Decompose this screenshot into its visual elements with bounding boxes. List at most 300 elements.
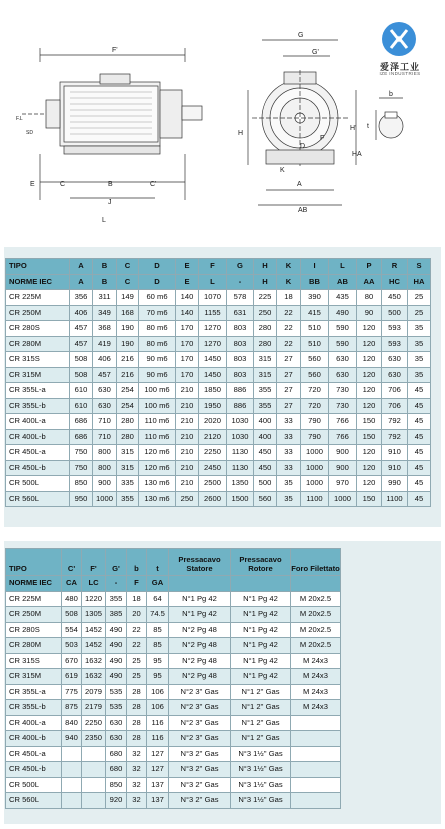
table-cell: CR 250M: [6, 305, 70, 321]
table-cell: 2250: [82, 715, 106, 731]
table-cell: 850: [106, 777, 127, 793]
svg-text:G: G: [298, 32, 304, 39]
table-cell: P: [357, 259, 382, 275]
table-cell: I: [301, 259, 329, 275]
table-cell: 120: [357, 445, 382, 461]
table-cell: 1950: [199, 398, 227, 414]
table-cell: 554: [62, 622, 82, 638]
table-cell: M 24x3: [291, 653, 341, 669]
table-row: [6, 746, 341, 762]
table-cell: 33: [277, 460, 301, 476]
table-cell: 1000: [329, 491, 357, 507]
table-cell: 910: [382, 445, 408, 461]
table-row: [6, 336, 431, 352]
table-cell: 216: [117, 352, 139, 368]
table-cell: [291, 746, 341, 762]
table-cell: 790: [301, 414, 329, 430]
table-cell: H: [254, 259, 277, 275]
table-cell: 100 m6: [139, 398, 176, 414]
table-cell: N°1 2'' Gas: [231, 731, 291, 747]
table-cell: [169, 576, 231, 592]
table-cell: 315: [254, 352, 277, 368]
table-cell: 875: [62, 700, 82, 716]
table-row: [6, 700, 341, 716]
table-row: [6, 762, 341, 778]
table-cell: 578: [227, 290, 254, 306]
table-cell: CR 315S: [6, 352, 70, 368]
table-cell: 2020: [199, 414, 227, 430]
table-cell: CR 280S: [6, 321, 70, 337]
table-cell: F: [199, 259, 227, 275]
table-row: [6, 731, 341, 747]
svg-text:J: J: [108, 199, 112, 206]
table-cell: 1305: [82, 607, 106, 623]
table-cell: 970: [329, 476, 357, 492]
svg-text:F.L: F.L: [16, 116, 23, 122]
table-cell: Foro Filettato: [291, 549, 341, 576]
table-cell: [291, 576, 341, 592]
table-cell: 254: [117, 398, 139, 414]
table-cell: 127: [147, 746, 169, 762]
table-cell: 90 m6: [139, 367, 176, 383]
table-cell: CR 315S: [6, 653, 62, 669]
table-cell: D: [139, 274, 176, 290]
table-cell: 490: [106, 653, 127, 669]
table-cell: 457: [70, 336, 93, 352]
table-cell: CR 450L-a: [6, 746, 62, 762]
table-cell: 45: [408, 460, 431, 476]
table-cell: CR 400L-b: [6, 731, 62, 747]
table-cell: 311: [93, 290, 117, 306]
table-cell: 750: [70, 460, 93, 476]
table-cell: 33: [277, 429, 301, 445]
table-cell: N°1 Pg 42: [231, 638, 291, 654]
svg-text:E: E: [30, 181, 35, 188]
table-cell: 457: [70, 321, 93, 337]
table-cell: AB: [329, 274, 357, 290]
table-cell: 335: [117, 476, 139, 492]
table-cell: 25: [127, 653, 147, 669]
table-cell: N°3 1½'' Gas: [231, 777, 291, 793]
table-cell: 2079: [82, 684, 106, 700]
table-cell: [62, 777, 82, 793]
table-cell: 730: [329, 398, 357, 414]
table-cell: 686: [70, 414, 93, 430]
table-row: [6, 491, 431, 507]
table-cell: 168: [117, 305, 139, 321]
table-row: [6, 367, 431, 383]
table-cell: 1000: [301, 460, 329, 476]
table-cell: 280: [254, 321, 277, 337]
table-cell: 368: [93, 321, 117, 337]
table-cell: 355: [254, 398, 277, 414]
table-cell: 150: [357, 491, 382, 507]
table-cell: N°2 3'' Gas: [169, 684, 231, 700]
table-cell: B: [93, 274, 117, 290]
table-cell: 593: [382, 336, 408, 352]
table-subheader-row: [6, 274, 431, 290]
table-cell: N°1 2'' Gas: [231, 684, 291, 700]
table-cell: 593: [382, 321, 408, 337]
table-cell: N°1 Pg 42: [169, 607, 231, 623]
table-cell: 35: [277, 491, 301, 507]
table-cell: G': [106, 549, 127, 576]
table-cell: 450: [254, 460, 277, 476]
table-cell: 120 m6: [139, 445, 176, 461]
svg-text:HA: HA: [352, 151, 362, 158]
table-cell: 490: [329, 305, 357, 321]
table-cell: CR 500L: [6, 476, 70, 492]
table-cell: 730: [329, 383, 357, 399]
table-cell: N°3 2'' Gas: [169, 793, 231, 809]
logo-chinese-text: 爱泽工业: [379, 62, 420, 72]
table-cell: 2450: [199, 460, 227, 476]
table-row: [6, 352, 431, 368]
table-cell: 349: [93, 305, 117, 321]
table-cell: 120: [357, 321, 382, 337]
table-cell: CA: [62, 576, 82, 592]
table-cell: 120 m6: [139, 460, 176, 476]
table-cell: CR 225M: [6, 591, 62, 607]
table-cell: NORME IEC: [6, 576, 62, 592]
table-cell: TIPO: [6, 549, 62, 576]
table-cell: 18: [127, 591, 147, 607]
table-cell: 355: [117, 491, 139, 507]
table-cell: 385: [106, 607, 127, 623]
table-cell: 355: [254, 383, 277, 399]
table-row: [6, 777, 341, 793]
table-cell: 32: [127, 793, 147, 809]
table-cell: 840: [62, 715, 82, 731]
table-cell: K: [277, 259, 301, 275]
table-cell: 110 m6: [139, 429, 176, 445]
table-cell: 500: [254, 476, 277, 492]
table-cell: 560: [301, 367, 329, 383]
table-cell: 1452: [82, 622, 106, 638]
table-cell: LC: [82, 576, 106, 592]
table-cell: 70 m6: [139, 305, 176, 321]
table-row: [6, 793, 341, 809]
table-cell: 630: [382, 367, 408, 383]
table-cell: 450: [382, 290, 408, 306]
table-cell: 2600: [199, 491, 227, 507]
table-cell: N°1 Pg 42: [231, 669, 291, 685]
table-cell: 990: [382, 476, 408, 492]
table-cell: 800: [93, 460, 117, 476]
table-cell: AA: [357, 274, 382, 290]
table-cell: 28: [127, 684, 147, 700]
table-cell: L: [329, 259, 357, 275]
svg-text:G': G': [312, 49, 319, 56]
table-cell: CR 500L: [6, 777, 62, 793]
table-cell: 710: [93, 414, 117, 430]
table-cell: 130 m6: [139, 491, 176, 507]
table-cell: 355: [106, 591, 127, 607]
table-cell: 1100: [382, 491, 408, 507]
table-cell: 766: [329, 429, 357, 445]
table-cell: 27: [277, 352, 301, 368]
table-cell: 116: [147, 731, 169, 747]
table-cell: 720: [301, 383, 329, 399]
table-cell: CR 400L-a: [6, 715, 62, 731]
table-cell: 27: [277, 367, 301, 383]
table-cell: 315: [254, 367, 277, 383]
table-cell: 106: [147, 684, 169, 700]
table-cell: 120: [357, 398, 382, 414]
table-cell: 85: [147, 622, 169, 638]
table-cell: 32: [127, 762, 147, 778]
table-cell: N°2 3'' Gas: [169, 715, 231, 731]
svg-text:B: B: [108, 181, 113, 188]
logo-mark-icon: [358, 20, 440, 60]
table-cell: 2120: [199, 429, 227, 445]
table-cell: 508: [70, 352, 93, 368]
table-cell: CR 400L-b: [6, 429, 70, 445]
table-cell: 406: [93, 352, 117, 368]
table-cell: 500: [382, 305, 408, 321]
table-cell: 435: [329, 290, 357, 306]
table-cell: [62, 793, 82, 809]
table-cell: 356: [70, 290, 93, 306]
table-cell: 45: [408, 491, 431, 507]
table-cell: 45: [408, 445, 431, 461]
table-cell: 720: [301, 398, 329, 414]
table-cell: N°1 Pg 42: [231, 622, 291, 638]
table-cell: 803: [227, 336, 254, 352]
table-cell: 35: [277, 476, 301, 492]
table-cell: 750: [70, 445, 93, 461]
table-cell: 1070: [199, 290, 227, 306]
svg-text:F': F': [112, 47, 118, 54]
table-cell: CR 225M: [6, 290, 70, 306]
table-cell: M 24x3: [291, 669, 341, 685]
table-cell: 22: [277, 305, 301, 321]
table-cell: 1000: [301, 445, 329, 461]
table-row: [6, 414, 431, 430]
table-cell: 535: [106, 700, 127, 716]
table-cell: 590: [329, 336, 357, 352]
table-cell: A: [70, 274, 93, 290]
table-row: [6, 653, 341, 669]
table-row: [6, 321, 431, 337]
table-cell: -: [106, 576, 127, 592]
table-cell: -: [227, 274, 254, 290]
table-cell: F: [127, 576, 147, 592]
table-cell: 64: [147, 591, 169, 607]
table-cell: 45: [408, 414, 431, 430]
table-cell: E: [176, 274, 199, 290]
table-cell: 900: [329, 460, 357, 476]
table-cell: M 24x3: [291, 700, 341, 716]
table-cell: N°1 Pg 42: [231, 591, 291, 607]
table-cell: 940: [62, 731, 82, 747]
table-cell: 886: [227, 398, 254, 414]
table-cell: 400: [254, 429, 277, 445]
table-cell: 406: [70, 305, 93, 321]
table-cell: 503: [62, 638, 82, 654]
table-cell: [291, 762, 341, 778]
table-cell: CR 560L: [6, 793, 62, 809]
table-cell: [291, 777, 341, 793]
table-cell: 619: [62, 669, 82, 685]
table-cell: 27: [277, 383, 301, 399]
table-cell: R: [382, 259, 408, 275]
table-cell: 680: [106, 746, 127, 762]
table-cell: 1000: [93, 491, 117, 507]
table-cell: 510: [301, 336, 329, 352]
table-cell: 920: [106, 793, 127, 809]
table-cell: 120: [357, 352, 382, 368]
table-cell: [291, 793, 341, 809]
table-cell: N°3 1½'' Gas: [231, 762, 291, 778]
table-cell: M 20x2.5: [291, 638, 341, 654]
table-cell: 20: [127, 607, 147, 623]
table-header-row: [6, 549, 341, 576]
table-cell: 22: [127, 622, 147, 638]
table-cell: 803: [227, 367, 254, 383]
table-cell: K: [277, 274, 301, 290]
table-cell: 910: [382, 460, 408, 476]
table-cell: b: [127, 549, 147, 576]
table-cell: HC: [382, 274, 408, 290]
table-cell: 170: [176, 352, 199, 368]
table-cell: CR 250M: [6, 607, 62, 623]
table-cell: 1030: [227, 429, 254, 445]
table-cell: 630: [93, 398, 117, 414]
table-cell: 2500: [199, 476, 227, 492]
table-cell: 210: [176, 414, 199, 430]
table-cell: 35: [408, 367, 431, 383]
table-cell: 45: [408, 383, 431, 399]
table-cell: [291, 731, 341, 747]
table-cell: 210: [176, 429, 199, 445]
table-cell: 315: [117, 460, 139, 476]
table-cell: 22: [277, 321, 301, 337]
table-row: [6, 669, 341, 685]
svg-text:H': H': [350, 125, 357, 132]
table-cell: 80 m6: [139, 336, 176, 352]
table-cell: 140: [176, 290, 199, 306]
svg-text:C': C': [150, 181, 157, 188]
table-cell: 590: [329, 321, 357, 337]
table-cell: 27: [277, 398, 301, 414]
table-cell: N°2 3'' Gas: [169, 731, 231, 747]
table-cell: [231, 576, 291, 592]
table-cell: CR 280S: [6, 622, 62, 638]
table-row: [6, 684, 341, 700]
table-cell: 35: [408, 352, 431, 368]
table-cell: 415: [301, 305, 329, 321]
table-cell: 74.5: [147, 607, 169, 623]
table-cell: 680: [106, 762, 127, 778]
table-cell: M 20x2.5: [291, 591, 341, 607]
table-cell: 25: [408, 305, 431, 321]
table-cell: Pressacavo Statore: [169, 549, 231, 576]
table-cell: N°2 Pg 48: [169, 653, 231, 669]
table-cell: N°2 Pg 48: [169, 638, 231, 654]
table-cell: 170: [176, 321, 199, 337]
table-cell: CR 355L-a: [6, 684, 62, 700]
table-cell: [62, 746, 82, 762]
table-cell: 1850: [199, 383, 227, 399]
table-cell: 95: [147, 669, 169, 685]
table-cell: N°1 2'' Gas: [231, 700, 291, 716]
table-cell: 900: [329, 445, 357, 461]
table-cell: 210: [176, 398, 199, 414]
table-cell: F': [82, 549, 106, 576]
table-cell: N°2 Pg 48: [169, 622, 231, 638]
table-cell: 630: [106, 731, 127, 747]
table-cell: 1450: [199, 352, 227, 368]
svg-text:A: A: [297, 181, 302, 188]
table-cell: 250: [176, 491, 199, 507]
table-cell: 419: [93, 336, 117, 352]
table-cell: 149: [117, 290, 139, 306]
table-row: [6, 476, 431, 492]
table-cell: 1350: [227, 476, 254, 492]
table-cell: 225: [254, 290, 277, 306]
table-cell: CR 280M: [6, 638, 62, 654]
table-cell: CR 355L-a: [6, 383, 70, 399]
table-cell: 80: [357, 290, 382, 306]
table-cell: Pressacavo Rotore: [231, 549, 291, 576]
table-cell: 110 m6: [139, 414, 176, 430]
table-cell: N°3 2'' Gas: [169, 762, 231, 778]
table-cell: N°3 1½'' Gas: [231, 746, 291, 762]
table-cell: M 20x2.5: [291, 622, 341, 638]
table-cell: 457: [93, 367, 117, 383]
table-cell: 210: [176, 445, 199, 461]
svg-text:C: C: [60, 181, 66, 188]
table-header-row: [6, 259, 431, 275]
table-cell: 45: [408, 398, 431, 414]
table-cell: 1130: [227, 460, 254, 476]
table-cell: 1000: [301, 476, 329, 492]
table-cell: 210: [176, 476, 199, 492]
table-cell: 560: [301, 352, 329, 368]
table-cell: M 24x3: [291, 684, 341, 700]
svg-text:H: H: [238, 130, 244, 137]
table-cell: 137: [147, 793, 169, 809]
table-cell: 150: [357, 429, 382, 445]
table-cell: 28: [127, 700, 147, 716]
table-cell: 1450: [199, 367, 227, 383]
table-cell: 792: [382, 429, 408, 445]
table-cell: 803: [227, 321, 254, 337]
table-cell: N°3 2'' Gas: [169, 777, 231, 793]
svg-text:K: K: [280, 167, 285, 174]
table-cell: 400: [254, 414, 277, 430]
table-cell: 120: [357, 383, 382, 399]
table-cell: 45: [408, 476, 431, 492]
table-cell: 710: [93, 429, 117, 445]
table-cell: [62, 762, 82, 778]
table-cell: 170: [176, 367, 199, 383]
table-row: [6, 429, 431, 445]
table-cell: 190: [117, 321, 139, 337]
table-row: [6, 460, 431, 476]
table-cell: 100 m6: [139, 383, 176, 399]
table-cell: L: [199, 274, 227, 290]
svg-text:F: F: [320, 135, 325, 142]
table-cell: 2179: [82, 700, 106, 716]
table-cell: 33: [277, 445, 301, 461]
table-cell: CR 280M: [6, 336, 70, 352]
table-cell: 792: [382, 414, 408, 430]
table-cell: CR 450L-b: [6, 460, 70, 476]
table-subheader-row: [6, 576, 341, 592]
table-cell: 80 m6: [139, 321, 176, 337]
